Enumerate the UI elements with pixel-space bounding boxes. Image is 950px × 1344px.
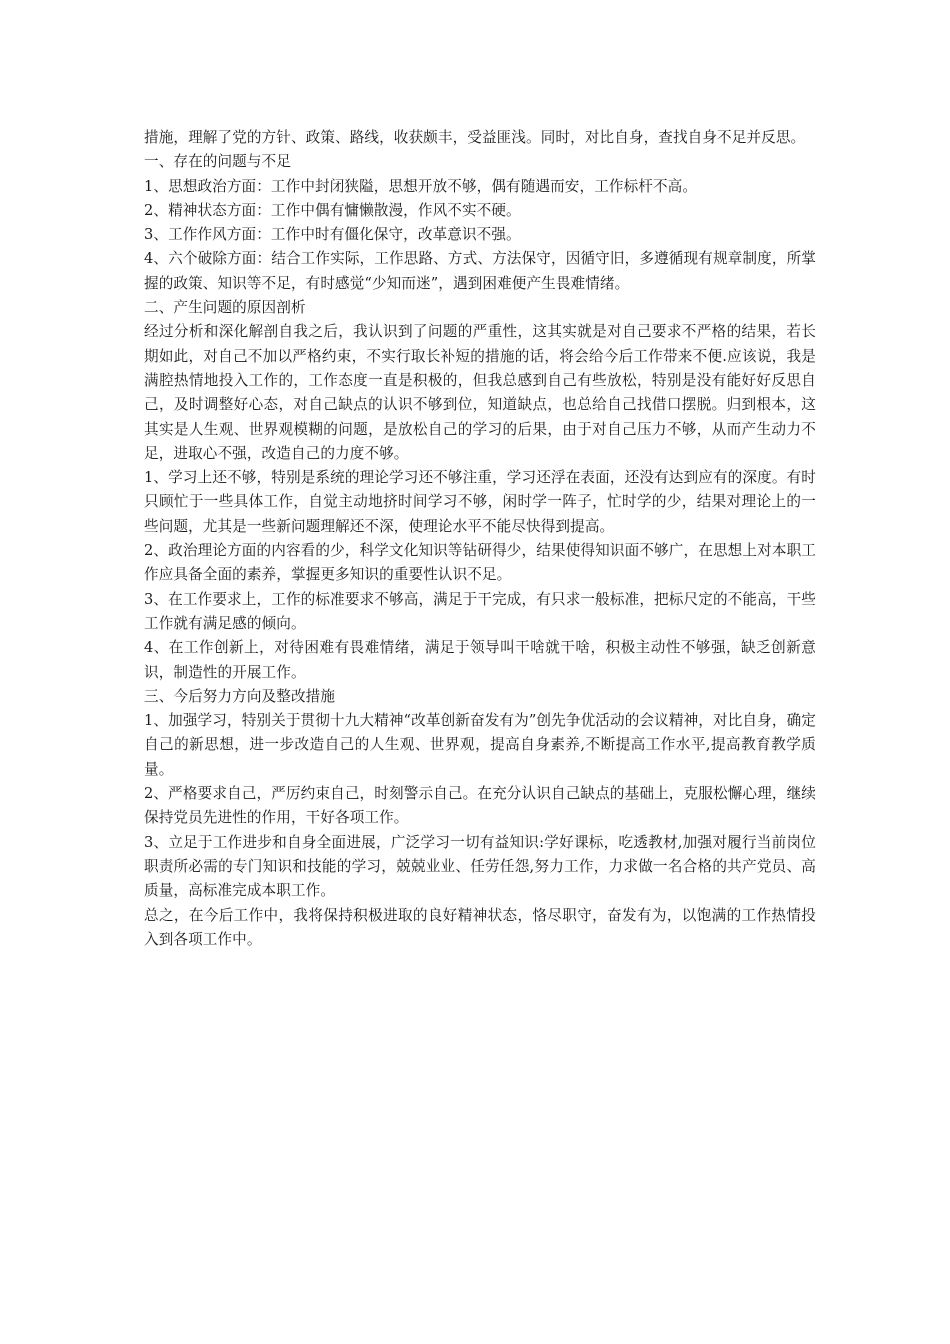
document-page <box>144 126 816 952</box>
measure-item: 3、立足于工作进步和自身全面进展，广泛学习一切有益知识:学好课标，吃透教材,加强对履行当前岗位职责所必需的专门知识和技能的学习，兢兢业业、任劳任怨,努力工作，力求做一名合格的共产党员、高质量，高标准完成本职工作。 <box>144 833 816 900</box>
section-heading-measures: 三、今后努力方向及整改措施 <box>144 687 336 705</box>
section-heading-problems: 一、存在的问题与不足 <box>144 153 291 171</box>
cause-item: 1、学习上还不够，特别是系统的理论学习还不够注重，学习还浮在表面，还没有达到应有的深度。有时只顾忙于一些具体工作，自觉主动地挤时间学习不够，闲时学一阵子，忙时学的少，结果对理论上的一些问题，尤其是一些新问题理解还不深，使理论水平不能尽快得到提高。 <box>144 469 816 535</box>
problem-item: 2、精神状态方面：工作中偶有慵懒散漫，作风不实不硬。 <box>144 201 521 219</box>
intro-paragraph: 措施，理解了党的方针、政策、路线，收获颇丰，受益匪浅。同时，对比自身，查找自身不足并反思。 <box>144 129 806 146</box>
cause-item: 2、政治理论方面的内容看的少，科学文化知识等钻研得少，结果使得知识面不够广，在思想上对本职工作应具备全面的素养，掌握更多知识的重要性认识不足。 <box>144 542 816 584</box>
causes-paragraph: 经过分析和深化解剖自我之后，我认识到了问题的严重性，这其实就是对自己要求不严格的结果，若长期如此，对自己不加以严格约束，不实行取长补短的措施的话，将会给今后工作带来不便.应该说，我是满腔热情地投入工作的，工作态度一直是积极的，但我总感到自己有些放松，特别是没有能好好反思自己，及时调整好心态，对自己缺点的认识不够到位，知道缺点，也总给自己找借口摆脱。归到根本，这其实是人生观、世界观模糊的问题，是放松自己的学习的后果，由于对自己压力不够，从而产生动力不足，进取心不强，改造自己的力度不够。 <box>144 323 816 462</box>
problem-item: 3、工作作风方面：工作中时有僵化保守，改革意识不强。 <box>144 226 521 244</box>
problem-item: 1、思想政治方面：工作中封闭狭隘，思想开放不够，偶有随遇而安，工作标杆不高。 <box>144 177 698 195</box>
problem-item: 4、六个破除方面：结合工作实际，工作思路、方式、方法保守，因循守旧，多遵循现有规章制度，所掌握的政策、知识等不足，有时感觉“少知而迷”，遇到困难便产生畏难情绪。 <box>144 250 816 292</box>
cause-item: 3、在工作要求上，工作的标准要求不够高，满足于干完成，有只求一般标准，把标尺定的不能高，干些工作就有满足感的倾向。 <box>144 590 816 632</box>
cause-item: 4、在工作创新上，对待困难有畏难情绪，满足于领导叫干啥就干啥，积极主动性不够强，缺乏创新意识，制造性的开展工作。 <box>144 639 816 681</box>
measure-item: 2、严格要求自己，严厉约束自己，时刻警示自己。在充分认识自己缺点的基础上，克服松懈心理，继续保持党员先进性的作用，干好各项工作。 <box>144 785 816 827</box>
measure-item: 1、加强学习，特别关于贯彻十九大精神“改革创新奋发有为”创先争优活动的会议精神，对比自身，确定自己的新思想，进一步改造自己的人生观、世界观，提高自身素养,不断提高工作水平,提高教育教学质量。 <box>144 712 816 778</box>
section-heading-causes: 二、产生问题的原因剖析 <box>144 299 306 317</box>
conclusion-paragraph: 总之，在今后工作中，我将保持积极进取的良好精神状态，恪尽职守，奋发有为，以饱满的工作热情投入到各项工作中。 <box>144 906 816 948</box>
